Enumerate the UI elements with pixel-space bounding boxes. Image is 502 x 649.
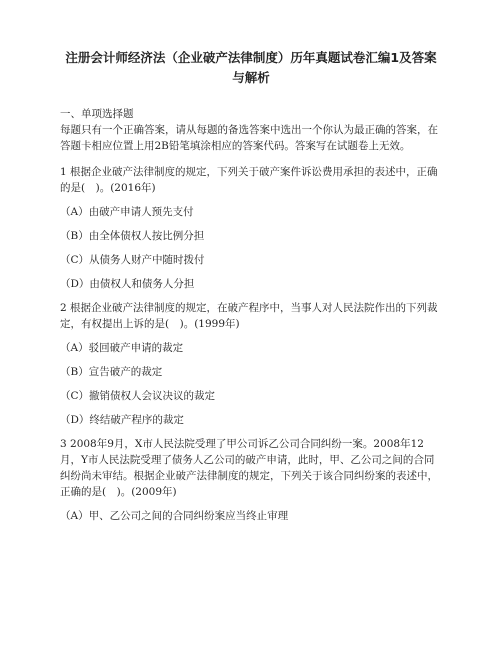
option-b: （B）由全体债权人按比例分担 bbox=[60, 230, 205, 242]
option-c: （C）从债务人财产中随时拨付 bbox=[60, 254, 205, 266]
option-d: （D）由债权人和债务人分担 bbox=[60, 278, 195, 290]
question-stem: 1 根据企业破产法律制度的规定，下列关于破产案件诉讼费用承担的表述中，正确的是( )。(2016年) bbox=[60, 166, 438, 194]
option-b: （B）宣告破产的裁定 bbox=[60, 366, 163, 378]
option-a: （A）甲、乙公司之间的合同纠纷案应当终止审理 bbox=[60, 510, 289, 522]
question-stem: 2 根据企业破产法律制度的规定，在破产程序中，当事人对人民法院作出的下列裁定，有权提出上诉的是( )。(1999年) bbox=[60, 302, 438, 330]
option-d: （D）终结破产程序的裁定 bbox=[60, 414, 184, 426]
question-1 bbox=[60, 164, 442, 292]
document-title-line-2: 与解析 bbox=[232, 70, 270, 85]
document-title bbox=[60, 48, 442, 88]
section-instructions: 每题只有一个正确答案，请从每题的备选答案中选出一个你认为最正确的答案，在答题卡相应位置上用2B铅笔填涂相应的答案代码。答案写在试题卷上无效。 bbox=[60, 124, 438, 152]
option-a: （A）由破产申请人预先支付 bbox=[60, 206, 194, 218]
question-2 bbox=[60, 300, 442, 428]
question-stem: 3 2008年9月，X市人民法院受理了甲公司诉乙公司合同纠纷一案。2008年12月，Y市人民法院受理了债务人乙公司的破产申请，此时，甲、乙公司之间的合同纠纷尚未审结。根据企业破产法律制度的规定，下列关于该合同纠纷案的表述中，正确的是( )。(2009年) bbox=[60, 438, 438, 498]
section-heading: 一、单项选择题 bbox=[60, 108, 134, 120]
option-a: （A）驳回破产申请的裁定 bbox=[60, 342, 184, 354]
document-title-line-1: 注册会计师经济法（企业破产法律制度）历年真题试卷汇编1及答案 bbox=[65, 50, 437, 65]
question-3 bbox=[60, 436, 442, 524]
option-c: （C）撤销债权人会议决议的裁定 bbox=[60, 390, 216, 402]
